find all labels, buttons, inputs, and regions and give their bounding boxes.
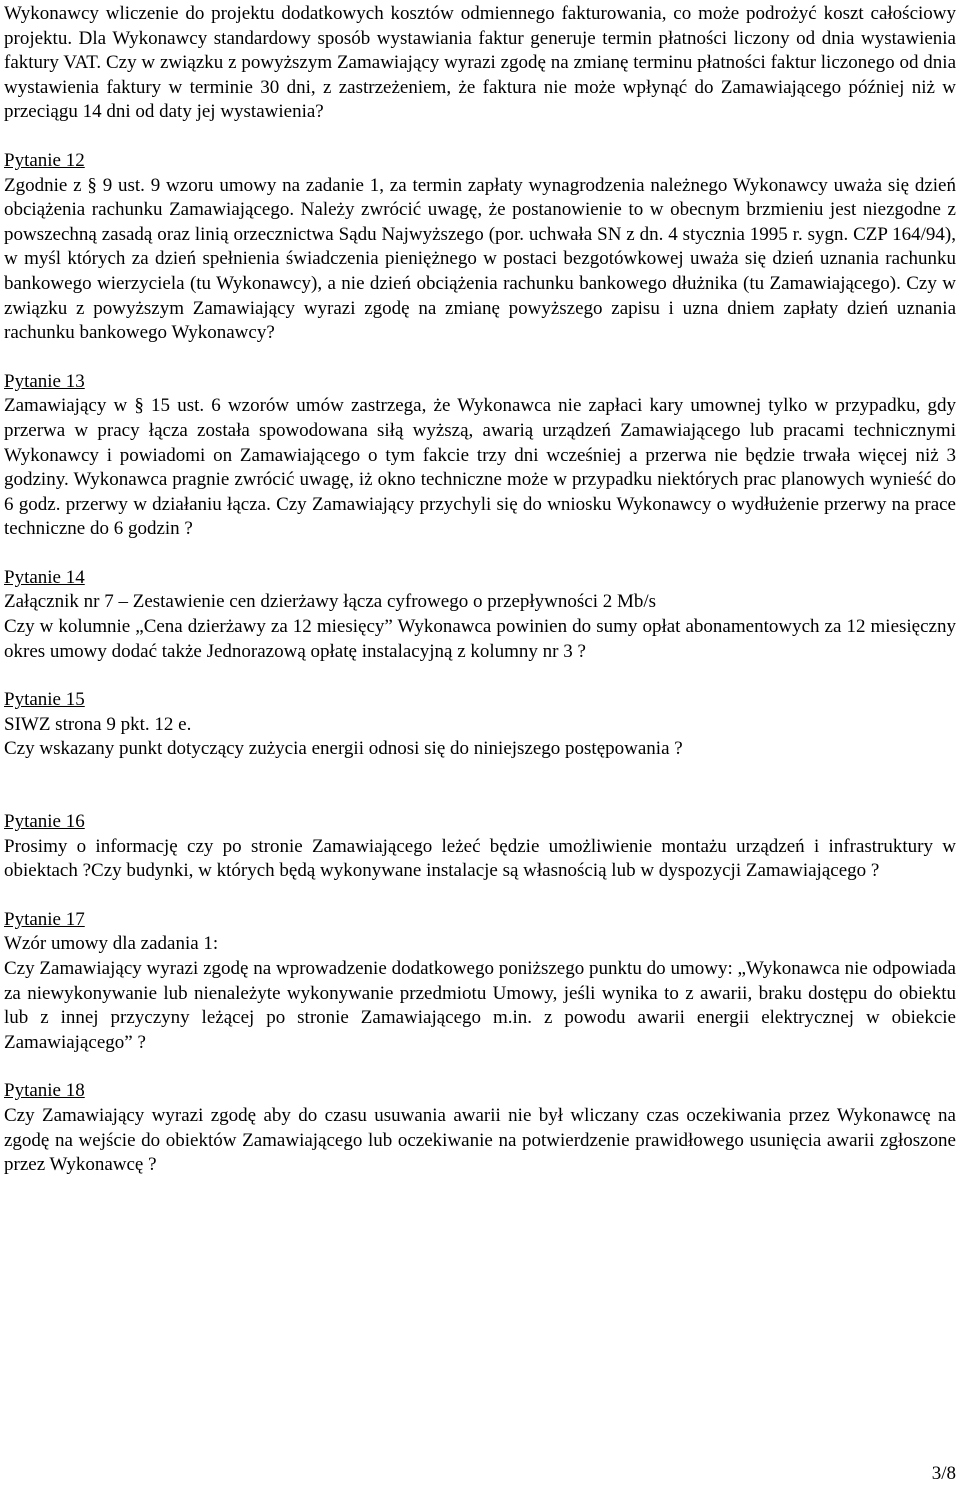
question-13 — [4, 370, 956, 542]
question-paragraph: Czy Zamawiający wyrazi zgodę na wprowadzenie dodatkowego poniższego punktu do umowy: „Wykonawca nie odpowiada za niewykonywanie lub nienależyte wykonywanie przedmiotu Umowy, jeśli wynika to z awarii, braku dostępu do obiektu lub z innej przyczyny leżącej po stronie Zamawiającego m.in. z powodu awarii energii elektrycznej w obiekcie Zamawiającego” ? — [4, 958, 956, 1053]
question-paragraph: Zgodnie z § 9 ust. 9 wzoru umowy na zadanie 1, za termin zapłaty wynagrodzenia należnego Wykonawcy uważa się dzień obciążenia rachunku Zamawiającego. Należy zwrócić uwagę, że postanowienie to w obecnym brzmieniu jest niezgodne z powszechną zasadą oraz linią orzecznictwa Sądu Najwyższego (por. uchwała SN z dn. 4 stycznia 1995 r. sygn. CZP 164/94), w myśl których za dzień spełnienia świadczenia pieniężnego w postaci bezgotówkowej uważa się dzień uznania rachunku bankowego wierzyciela (tu Wykonawcy), a nie dzień obciążenia rachunku bankowego dłużnika (tu Zamawiającego). Czy w związku z powyższym Zamawiający wyrazi zgodę na zmianę powyższego zapisu i uzna dniem zapłaty dzień uznania rachunku bankowego Wykonawcy? — [4, 174, 956, 344]
question-paragraph: Czy Zamawiający wyrazi zgodę aby do czasu usuwania awarii nie był wliczany czas oczekiwania przez Wykonawcę na zgodę na wejście do obiektów Zamawiającego lub oczekiwanie na potwierdzenie prawidłowego usunięcia awarii zgłoszone przez Wykonawcę ? — [4, 1104, 956, 1176]
question-heading: Pytanie 12 — [4, 149, 85, 171]
question-17 — [4, 908, 956, 1056]
question-heading: Pytanie 15 — [4, 689, 85, 711]
question-heading: Pytanie 17 — [4, 908, 85, 930]
question-paragraph: SIWZ strona 9 pkt. 12 e. — [4, 713, 192, 735]
question-heading: Pytanie 13 — [4, 370, 85, 392]
question-heading: Pytanie 14 — [4, 566, 85, 588]
question-heading: Pytanie 16 — [4, 811, 85, 833]
question-paragraph: Wzór umowy dla zadania 1: — [4, 933, 219, 955]
question-18 — [4, 1079, 956, 1177]
question-15 — [4, 688, 956, 762]
question-heading: Pytanie 18 — [4, 1080, 85, 1102]
page-number: 3/8 — [931, 1463, 956, 1484]
question-12 — [4, 149, 956, 346]
question-paragraph: Prosimy o informację czy po stronie Zamawiającego leżeć będzie umożliwienie montażu urządzeń i infrastruktury w obiektach ?Czy budynki, w których będą wykonywane instalacje są własnością lub w dyspozycji Zamawiającego ? — [4, 835, 956, 882]
question-paragraph: Czy wskazany punkt dotyczący zużycia energii odnosi się do niniejszego postępowania ? — [4, 738, 683, 760]
question-16 — [4, 810, 956, 884]
intro-paragraph: Wykonawcy wliczenie do projektu dodatkowych kosztów odmiennego fakturowania, co może podrożyć koszt całościowy projektu. Dla Wykonawcy standardowy sposób wystawiania faktur generuje termin płatności liczony od dnia wystawienia faktury VAT. Czy w związku z powyższym Zamawiający wyrazi zgodę na zmianę terminu płatności faktur liczonego od dnia wystawienia faktury w terminie 30 dni, z zastrzeżeniem, że faktura nie może wpłynąć do Zamawiającego później niż w przeciągu 14 dni od daty jej wystawienia? — [4, 3, 956, 123]
question-paragraph: Czy w kolumnie „Cena dzierżawy za 12 miesięcy” Wykonawca powinien do sumy opłat abonamentowych za 12 miesięczny okres umowy dodać także Jednorazową opłatę instalacyjną z kolumny nr 3 ? — [4, 616, 956, 662]
question-paragraph: Załącznik nr 7 – Zestawienie cen dzierżawy łącza cyfrowego o przepływności 2 Mb/s — [4, 591, 657, 613]
question-paragraph: Zamawiający w § 15 ust. 6 wzorów umów zastrzega, że Wykonawca nie zapłaci kary umownej tylko w przypadku, gdy przerwa w pracy łącza została spowodowana siłą wyższą, awarią urządzeń Zamawiającego lub pracami technicznymi Wykonawcy i powiadomi on Zamawiającego o tym fakcie trzy dni wcześniej a przerwa nie będzie trwała więcej niż 3 godziny. Wykonawca pragnie zwrócić uwagę, iż okno techniczne może w przypadku niektórych prac planowych wynieść do 6 godz. przerwy w działaniu łącza. Czy Zamawiający przychyli się do wniosku Wykonawcy o wydłużenie przerwy na prace techniczne do 6 godzin ? — [4, 395, 956, 540]
question-14 — [4, 566, 956, 664]
